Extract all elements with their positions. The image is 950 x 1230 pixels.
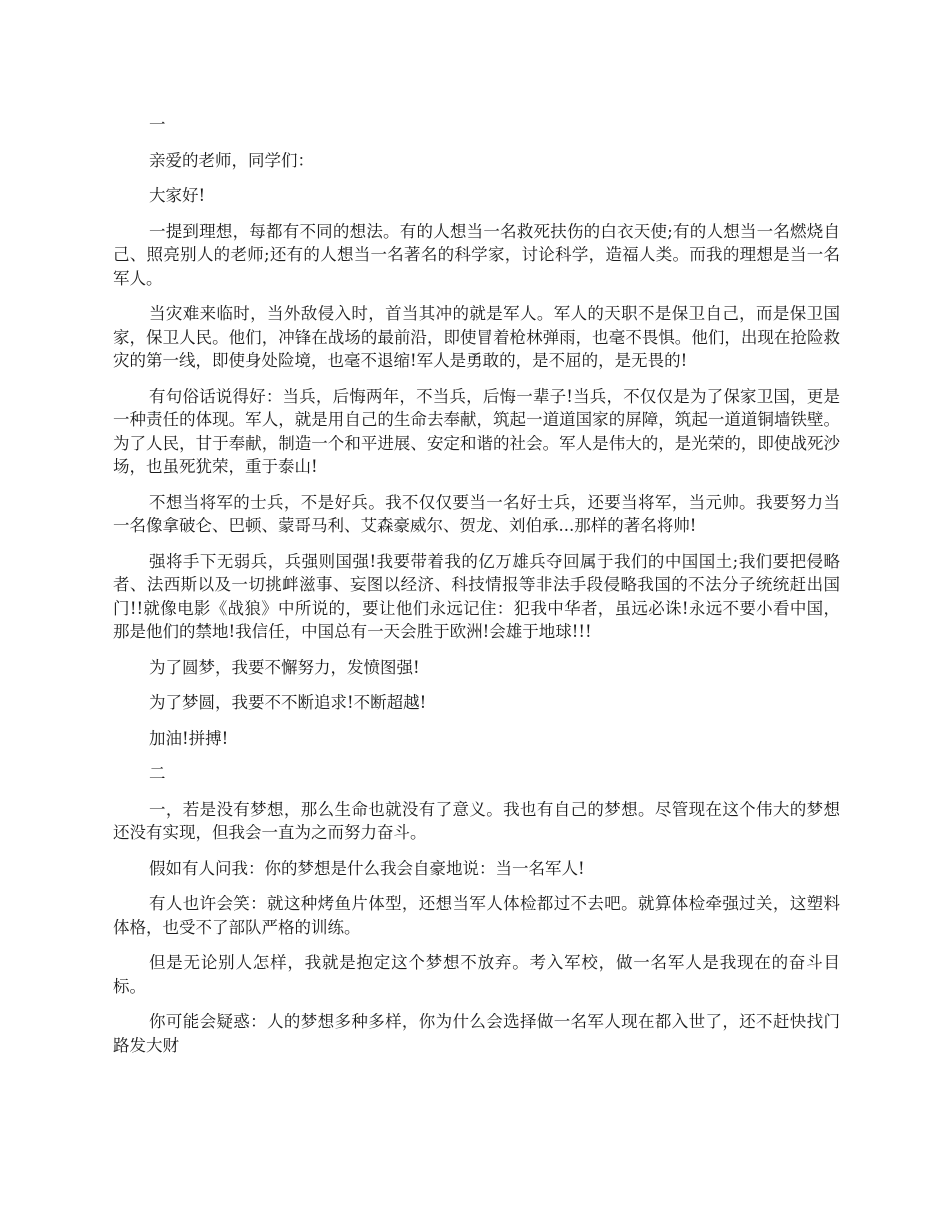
salutation: 亲爱的老师，同学们： <box>149 150 314 170</box>
paragraph: 一提到理想，每都有不同的想法。有的人想当一名救死扶伤的白衣天使;有的人想当一名燃烧自己、照亮别人的老师;还有的人想当一名著名的科学家，讨论科学，造福人类。而我的理想是当一名军人。 <box>113 221 840 288</box>
paragraph: 当灾难来临时，当外敌侵入时，首当其冲的就是军人。军人的天职不是保卫自己，而是保卫国家，保卫人民。他们，冲锋在战场的最前沿，即使冒着枪林弹雨，也毫不畏惧。他们，出现在抢险救灾的第一线，即使身处险境，也毫不退缩!军人是勇敢的，是不屈的，是无畏的! <box>113 304 840 370</box>
paragraph: 不想当将军的士兵，不是好兵。我不仅仅要当一名好士兵，还要当将军，当元帅。我要努力当一名像拿破仑、巴顿、蒙哥马利、艾森豪威尔、贺龙、刘伯承...那样的著名将帅! <box>113 492 840 535</box>
paragraph: 为了圆梦，我要不懈努力，发愤图强! <box>149 657 420 677</box>
paragraph: 加油!拼搏! <box>149 728 229 748</box>
paragraph: 有句俗话说得好：当兵，后悔两年，不当兵，后悔一辈子!当兵，不仅仅是为了保家卫国，更是一种责任的体现。军人，就是用自己的生命去奉献，筑起一道道国家的屏障，筑起一道道铜墙铁壁。为了人民，甘于奉献，制造一个和平进展、安定和谐的社会。军人是伟大的，是光荣的，即使战死沙场，也虽死犹荣，重于泰山! <box>113 386 840 476</box>
paragraph: 强将手下无弱兵，兵强则国强!我要带着我的亿万雄兵夺回属于我们的中国国土;我们要把侵略者、法西斯以及一切挑衅滋事、妄图以经济、科技情报等非法手段侵略我国的不法分子统统赶出国门!!就像电影《战狼》中所说的，要让他们永远记住：犯我中华者，虽远必诛!永远不要小看中国，那是他们的禁地!我信任，中国总有一天会胜于欧洲!会雄于地球!!! <box>113 551 840 641</box>
document-body <box>113 113 840 1069</box>
paragraph: 你可能会疑惑：人的梦想多种多样，你为什么会选择做一名军人现在都入世了，还不赶快找门路发大财 <box>113 1012 840 1055</box>
paragraph: 有人也许会笑：就这种烤鱼片体型，还想当军人体检都过不去吧。就算体检牵强过关，这塑料体格，也受不了部队严格的训练。 <box>113 894 840 937</box>
paragraph: 假如有人问我：你的梦想是什么我会自豪地说：当一名军人! <box>149 858 585 878</box>
greeting: 大家好! <box>149 186 206 205</box>
paragraph: 为了梦圆，我要不不断追求!不断超越! <box>149 693 427 712</box>
section-heading-2: 二 <box>149 764 166 783</box>
paragraph: 但是无论别人怎样，我就是抱定这个梦想不放弃。考入军校，做一名军人是我现在的奋斗目标。 <box>113 953 840 996</box>
paragraph: 一，若是没有梦想，那么生命也就没有了意义。我也有自己的梦想。尽管现在这个伟大的梦想还没有实现，但我会一直为之而努力奋斗。 <box>113 799 840 842</box>
section-heading-1: 一 <box>149 115 166 134</box>
